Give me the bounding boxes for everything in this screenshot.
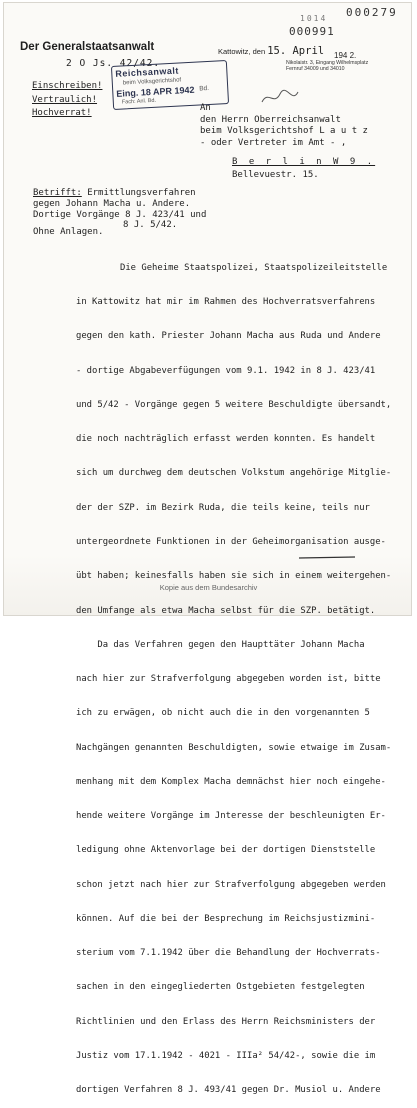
place: Kattowitz, den bbox=[218, 47, 266, 56]
body-line: menhang mit dem Komplex Macha demnächst hier noch eingehe- bbox=[76, 776, 386, 787]
body-line: ich zu erwägen, ob nicht auch die in den vorgenannten 5 bbox=[76, 708, 370, 719]
body-line: dortigen Verfahren 8 J. 493/41 gegen Dr. Musiol u. Andere bbox=[76, 1085, 381, 1096]
body-line: die noch nachträglich erfasst werden konnten. Es handelt bbox=[76, 434, 376, 445]
body-line: können. Auf die bei der Besprechung im Reichsjustizmini- bbox=[76, 913, 376, 924]
body-line: Da das Verfahren gegen den Haupttäter Johann Macha bbox=[76, 639, 365, 650]
subject-line: gegen Johann Macha u. Andere. bbox=[33, 198, 191, 209]
marking-confidential: Vertraulich! bbox=[32, 94, 98, 105]
file-reference: 2 O Js. 42/42. bbox=[66, 58, 161, 69]
archive-footer: Kopie aus dem Bundesarchiv bbox=[159, 583, 258, 592]
enclosures-note: Ohne Anlagen. bbox=[33, 227, 104, 237]
body-line: Richtlinien und den Erlass des Herrn Reichsministers der bbox=[76, 1016, 376, 1027]
stamp-line: Bd. bbox=[199, 84, 210, 93]
office-address bbox=[286, 60, 368, 72]
place-date bbox=[218, 45, 324, 57]
recipient-street: Bellevuestr. 15. bbox=[232, 169, 319, 180]
archive-number-sub: 000991 bbox=[289, 25, 335, 38]
archive-number-top: 000279 bbox=[346, 6, 398, 19]
stamp-line: beim Volksgerichtshof bbox=[122, 77, 182, 87]
recipient-city-block bbox=[232, 156, 375, 181]
body-line: schon jetzt nach hier zur Strafverfolgung abgegeben werden bbox=[76, 879, 386, 890]
body-line: nach hier zur Strafverfolgung abgegeben worden ist, bitte bbox=[76, 674, 381, 685]
office-address-line: Fernruf 34009 und 34010 bbox=[286, 66, 345, 72]
body-line: sterium vom 7.1.1942 über die Behandlung der Hochverrats- bbox=[76, 948, 381, 959]
office-address-line: Nikolaistr. 3, Eingang Wilhelmsplatz bbox=[286, 60, 369, 66]
subject-line: Dortige Vorgänge 8 J. 423/41 und bbox=[33, 209, 207, 220]
recipient-line: - oder Vertreter im Amt - , bbox=[200, 137, 347, 148]
recipient-line: beim Volksgerichtshof L a u t z bbox=[200, 126, 368, 136]
body-line: der der SZP. im Bezirk Ruda, die teils keine, teils nur bbox=[76, 502, 370, 513]
stamp-line: Fach: Anl. Bd. bbox=[121, 97, 157, 106]
recipient-city: B e r l i n W 9 . bbox=[232, 157, 376, 167]
body-line: Die Geheime Staatspolizei, Staatspolizeileitstelle bbox=[120, 262, 388, 273]
date: 15. April bbox=[267, 45, 325, 57]
stamp-line: Reichsanwalt bbox=[115, 65, 180, 79]
body-line: gegen den kath. Priester Johann Macha aus Ruda und Andere bbox=[76, 331, 381, 342]
recipient-line: den Herrn Oberreichsanwalt bbox=[200, 114, 341, 125]
body-line: - dortige Abgabeverfügungen vom 9.1. 1942 in 8 J. 423/41 bbox=[76, 365, 376, 376]
letterhead-title: Der Generalstaatsanwalt bbox=[20, 41, 155, 53]
recipient-line: An bbox=[200, 103, 211, 113]
marking-high-treason: Hochverrat! bbox=[32, 108, 92, 118]
subject-block bbox=[33, 188, 206, 231]
year: 194 2. bbox=[334, 51, 357, 60]
body-line: untergeordnete Funktionen in der Geheimorganisation ausge- bbox=[76, 536, 386, 547]
archive-number-faint: 1014 bbox=[300, 14, 328, 23]
subject-line: 8 J. 5/42. bbox=[123, 220, 178, 231]
recipient-block bbox=[200, 103, 368, 149]
body-line: in Kattowitz hat mir im Rahmen des Hochverratsverfahrens bbox=[76, 297, 376, 308]
marking-registered: Einschreiben! bbox=[32, 81, 103, 91]
classification-markings bbox=[32, 80, 102, 121]
body-line: Justiz vom 17.1.1942 - 4021 - IIIa² 54/42-, sowie die im bbox=[76, 1050, 376, 1061]
subject-line: Ermittlungsverfahren bbox=[81, 188, 196, 198]
letter-body bbox=[76, 240, 394, 1108]
body-line: und 5/42 - Vorgänge gegen 5 weitere Beschuldigte übersandt, bbox=[76, 399, 392, 410]
stamp-date: Eing. 18 APR 1942 bbox=[116, 84, 195, 99]
body-line: Nachgängen genannten Beschuldigten, sowie etwaige im Zusam- bbox=[76, 742, 392, 753]
body-line: übt haben; keinesfalls haben sie sich in einem weitergehen- bbox=[76, 571, 392, 582]
subject-label: Betrifft: bbox=[33, 188, 82, 198]
body-line: den Umfange als etwa Macha selbst für die SZP. betätigt. bbox=[76, 605, 376, 616]
body-line: sachen in den eingegliederten Ostgebieten festgelegten bbox=[76, 982, 365, 993]
underline-mark-icon bbox=[297, 553, 357, 561]
body-line: hende weitere Vorgänge im Jnteresse der beschleunigten Er- bbox=[76, 811, 386, 822]
body-line: ledigung ohne Aktenvorlage bei der dortigen Dienststelle bbox=[76, 845, 376, 856]
body-line: sich um durchweg dem deutschen Volkstum angehörige Mitglie- bbox=[76, 468, 392, 479]
